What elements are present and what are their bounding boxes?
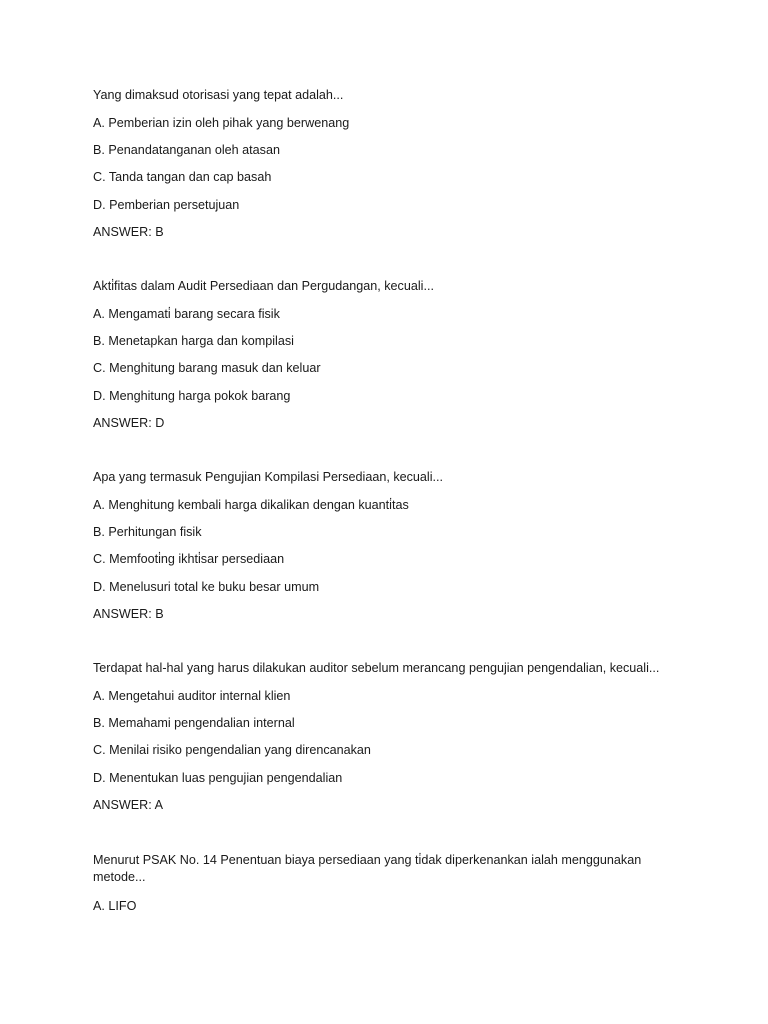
option-d: D. Menelusuri total ke buku besar umum <box>93 580 320 594</box>
option-c: C. Menilai risiko pengendalian yang direncanakan <box>93 743 371 757</box>
option-c: C. Tanda tangan dan cap basah <box>93 170 272 184</box>
option-b: B. Penandatanganan oleh atasan <box>93 143 280 157</box>
question-text: Menurut PSAK No. 14 Penentuan biaya persediaan yang ti̇dak diperkenankan ialah menggunakan metode... <box>93 853 642 884</box>
answer-text: ANSWER: A <box>93 798 163 812</box>
option-b: B. Memahami pengendalian internal <box>93 716 295 730</box>
answer-text: ANSWER: B <box>93 225 164 239</box>
option-a: A. Pemberian izin oleh pihak yang berwenang <box>93 116 350 130</box>
option-b: B. Perhitungan fisik <box>93 525 202 539</box>
option-a: A. Mengamati̇ barang secara fisik <box>93 307 280 321</box>
option-a: A. Menghitung kembali harga dikalikan dengan kuanti̇tas <box>93 498 409 512</box>
answer-text: ANSWER: B <box>93 607 164 621</box>
option-a: A. LIFO <box>93 899 137 913</box>
option-d: D. Menghitung harga pokok barang <box>93 389 291 403</box>
question-text: Akti̇fitas dalam Audit Persediaan dan Pergudangan, kecuali... <box>93 279 434 293</box>
option-a: A. Mengetahui auditor internal klien <box>93 689 291 703</box>
option-d: D. Pemberian persetujuan <box>93 198 240 212</box>
option-b: B. Menetapkan harga dan kompilasi <box>93 334 294 348</box>
option-c: C. Memfooti̇ng ikhti̇sar persediaan <box>93 552 285 566</box>
question-text: Apa yang termasuk Pengujian Kompilasi Persediaan, kecuali... <box>93 470 444 484</box>
question-text: Yang dimaksud otorisasi yang tepat adalah... <box>93 88 344 102</box>
answer-text: ANSWER: D <box>93 416 165 430</box>
question-text: Terdapat hal-hal yang harus dilakukan auditor sebelum merancang pengujian pengendalian, kecuali... <box>93 661 660 675</box>
option-d: D. Menentukan luas pengujian pengendalian <box>93 771 343 785</box>
option-c: C. Menghitung barang masuk dan keluar <box>93 361 321 375</box>
